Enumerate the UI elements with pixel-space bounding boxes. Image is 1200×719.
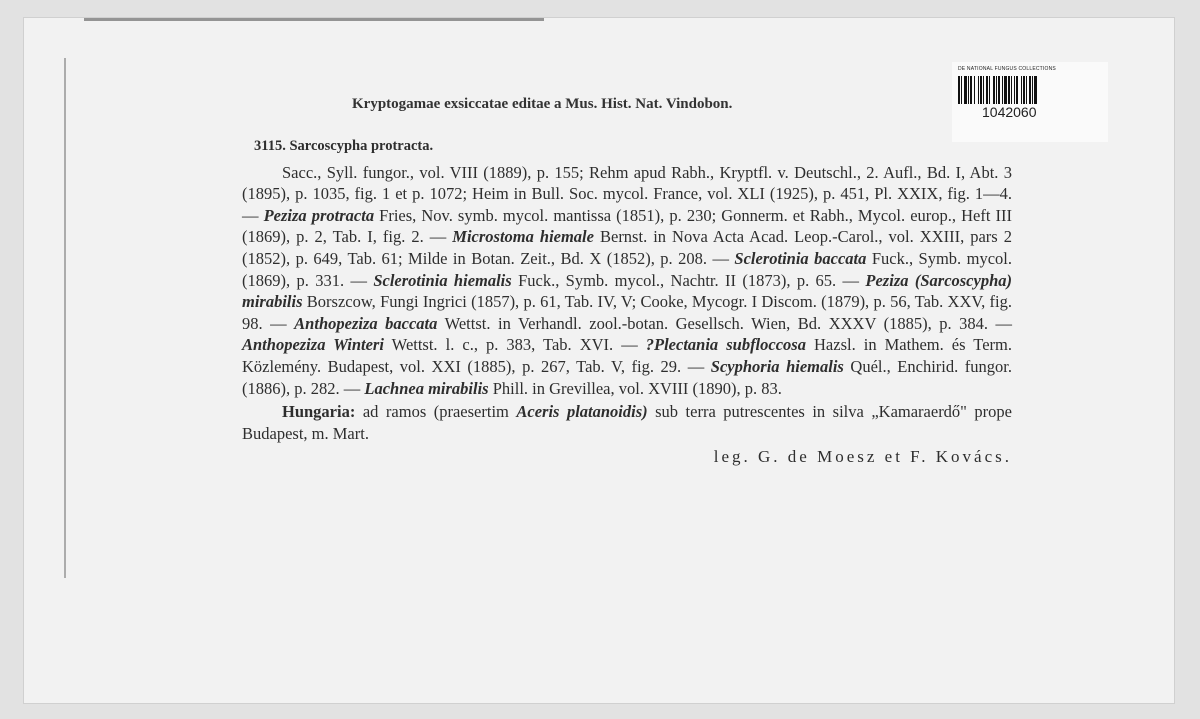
- taxon-name: Scyphoria hiemalis: [710, 356, 844, 376]
- specimen-label: [24, 18, 1174, 703]
- locality-host: Aceris platanoidis): [516, 402, 648, 422]
- taxon-name: Anthopeziza Winteri: [242, 335, 384, 355]
- citation-text: Wettst. l. c., p. 383, Tab. XVI. —: [383, 335, 646, 355]
- locality-paragraph: [242, 401, 1012, 444]
- locality-region: Hungaria:: [282, 402, 356, 422]
- citation-text: Bernst. in Nova Acta Acad. Leop.-Carol., vol. XXIII, pars 2 (1852), p. 649, Tab. 61; Milde in Botan. Zeit., Bd. X (1852), p. 208. —: [242, 227, 1012, 268]
- citation-text: Hazsl. in Mathem. és Term. Közlemény. Budapest, vol. XXI (1885), p. 267, Tab. V, fig. 29. —: [242, 335, 1012, 376]
- citation-text: Fuck., Symb. mycol. (1869), p. 331. —: [242, 248, 1012, 290]
- specimen-title: 3115. Sarcoscypha protracta.: [254, 138, 434, 154]
- taxon-name: Anthopeziza baccata: [294, 313, 438, 333]
- barcode-institution: DE NATIONAL FUNGUS COLLECTIONS: [958, 66, 1056, 72]
- barcode-icon: [958, 76, 1102, 104]
- citation-text: Fries, Nov. symb. mycol. mantissa (1851), p. 230; Gonnerm. et Rabh., Mycol. europ., Heft III (1869), p. 2, Tab. I, fig. 2. —: [242, 205, 1012, 247]
- label-body: [242, 136, 1012, 468]
- citation-text: Fuck., Symb. mycol., Nachtr. II (1873), p. 65. —: [511, 270, 866, 290]
- barcode-number: 1042060: [982, 104, 1037, 120]
- taxon-name: Peziza protracta: [263, 205, 375, 225]
- taxon-name: Peziza (Sarcoscypha) mirabilis: [242, 270, 1013, 312]
- locality-text-1: ad ramos (praesertim: [355, 402, 517, 422]
- taxon-name: Sclerotinia hiemalis: [373, 270, 512, 290]
- taxon-name: ?Plectania subfloccosa: [645, 335, 806, 355]
- exsiccata-header: Kryptogamae exsiccatae editae a Mus. Hist. Nat. Vindobon.: [352, 96, 733, 112]
- synonymy-paragraph: [242, 162, 1012, 400]
- citation-text: Borszcow, Fungi Ingrici (1857), p. 61, Tab. IV, V; Cooke, Mycogr. I Discom. (1879), p. 56, Tab. XXV, fig. 98. —: [242, 292, 1012, 333]
- locality-text-2: sub terra putrescentes in silva „Kamaraerdő" prope Budapest, m. Mart.: [242, 402, 1012, 443]
- citation-text: Sacc., Syll. fungor., vol. VIII (1889), p. 155; Rehm apud Rabh., Kryptfl. v. Deutschl., 2. Aufl., Bd. I, Abt. 3 (1895), p. 1035, fig. 1 et p. 1072; Heim in Bull. Soc. mycol. France, vol. XLI (1925), p. 451, Pl. XXIX, fig. 1—4. —: [242, 162, 1012, 225]
- taxon-name: Sclerotinia baccata: [734, 248, 867, 268]
- collectors-line: leg. G. de Moesz et F. Kovács.: [713, 447, 1012, 467]
- barcode-label: [952, 62, 1108, 142]
- citation-text: Wettst. in Verhandl. zool.-botan. Gesellsch. Wien, Bd. XXXV (1885), p. 384. —: [437, 313, 1013, 333]
- citation-text: Phill. in Grevillea, vol. XVIII (1890), p. 83.: [488, 378, 782, 398]
- barcode-bar: [1037, 76, 1039, 104]
- taxon-name: Microstoma hiemale: [452, 227, 594, 247]
- taxon-name: Lachnea mirabilis: [364, 378, 489, 398]
- citation-text: Quél., Enchirid. fungor. (1886), p. 282. —: [242, 356, 1013, 398]
